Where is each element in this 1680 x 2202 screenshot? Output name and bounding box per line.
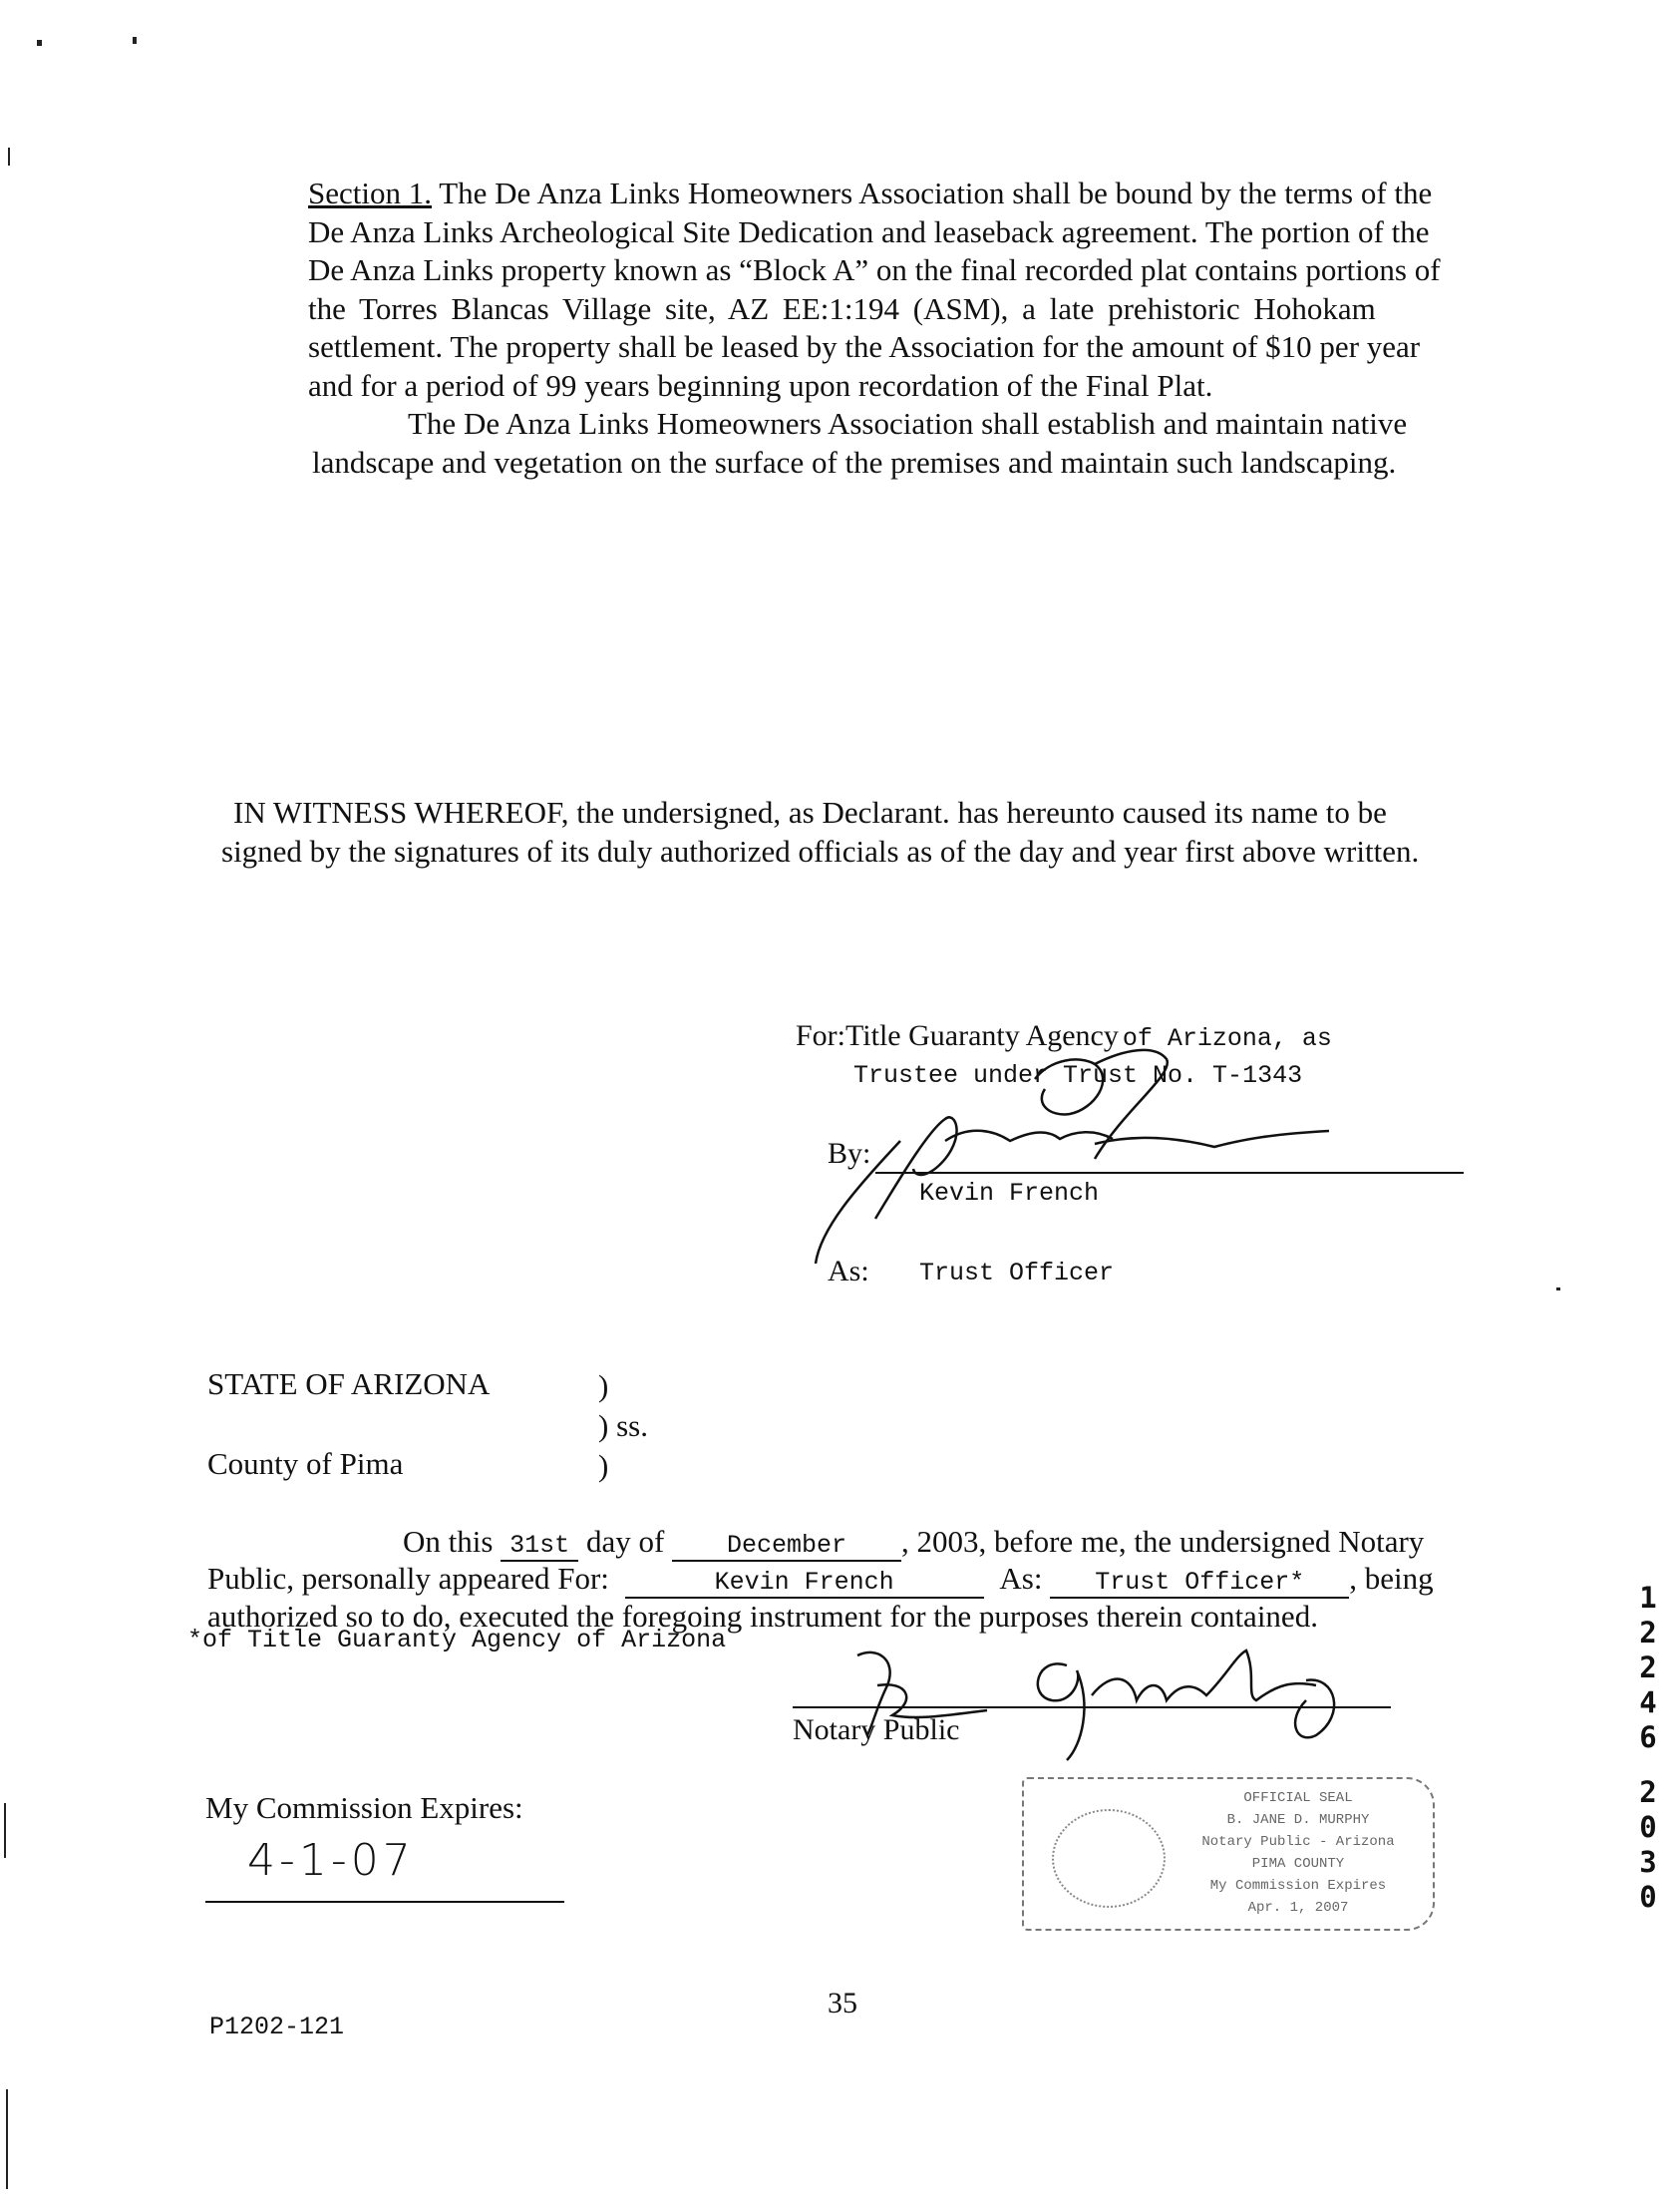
seal-line-5: My Commission Expires bbox=[1209, 1878, 1387, 1894]
seal-line-2: B. JANE D. MURPHY bbox=[1226, 1812, 1370, 1828]
section-1-paragraph bbox=[308, 175, 1495, 482]
venue-ss: ) ss. bbox=[598, 1408, 648, 1443]
witness-paragraph bbox=[221, 793, 1419, 871]
venue-paren-1: ) bbox=[598, 1368, 609, 1403]
seal-line-3: Notary Public - Arizona bbox=[1201, 1834, 1395, 1850]
stamp-digit: 1 bbox=[1639, 1581, 1657, 1615]
section-1-line-5: settlement. The property shall be leased by the Association for the amount of $10 per year bbox=[308, 329, 1421, 364]
notary-seal bbox=[1022, 1777, 1435, 1931]
section-1-para2-line-1: The De Anza Links Homeowners Association shall establish and maintain native bbox=[408, 406, 1408, 441]
section-1-para2-line-2: landscape and vegetation on the surface of the premises and maintain such landscaping. bbox=[312, 444, 1397, 480]
ack-month: December bbox=[672, 1531, 901, 1562]
seal-line-1: OFFICIAL SEAL bbox=[1243, 1790, 1353, 1806]
for-label: For:Title Guaranty Agency bbox=[796, 1019, 1119, 1052]
commission-date: 4-1-07 bbox=[247, 1835, 415, 1886]
section-1-line-1: Section 1. The De Anza Links Homeowners Association shall be bound by the terms of the bbox=[308, 176, 1433, 210]
signature-scribble bbox=[796, 1019, 1513, 1298]
witness-line-2: signed by the signatures of its duly authorized officials as of the day and year first above written. bbox=[221, 834, 1420, 869]
scan-speck bbox=[1556, 1287, 1560, 1290]
ack-line-2: Public, personally appeared For: Kevin French As: Trust Officer* , being bbox=[207, 1561, 1434, 1597]
signer-name: Kevin French bbox=[919, 1179, 1100, 1208]
section-1-line-4: the Torres Blancas Village site, AZ EE:1:194 (ASM), a late prehistoric Hohokam bbox=[308, 290, 1376, 326]
seal-text bbox=[1174, 1787, 1423, 1919]
as-value: Trust Officer bbox=[919, 1259, 1115, 1287]
scan-speck bbox=[4, 1803, 6, 1858]
ack-footnote: *of Title Guaranty Agency of Arizona bbox=[187, 1626, 727, 1654]
notary-signature-line bbox=[793, 1706, 1391, 1708]
commission-underline bbox=[205, 1901, 564, 1903]
seal-line-6: Apr. 1, 2007 bbox=[1247, 1900, 1349, 1916]
scan-speck bbox=[6, 2089, 8, 2189]
doc-id: P1202-121 bbox=[209, 2013, 345, 2041]
witness-line-1: IN WITNESS WHEREOF, the undersigned, as Declarant. has hereunto caused its name to be bbox=[233, 795, 1387, 830]
venue-county: County of Pima bbox=[207, 1446, 404, 1481]
for-typed: of Arizona, as bbox=[1122, 1024, 1332, 1053]
stamp-digit: 6 bbox=[1639, 1720, 1657, 1754]
ack-line-3: authorized so to do, executed the foregoing instrument for the purposes therein contained. bbox=[207, 1599, 1318, 1634]
stamp-digit: 0 bbox=[1639, 1880, 1657, 1914]
venue-paren-3: ) bbox=[598, 1448, 609, 1483]
scan-speck bbox=[37, 40, 42, 46]
venue-state: STATE OF ARIZONA bbox=[207, 1366, 491, 1401]
scan-speck bbox=[133, 37, 137, 44]
seal-emblem bbox=[1052, 1809, 1166, 1908]
as-label: As: bbox=[828, 1255, 869, 1287]
by-label: By: bbox=[828, 1137, 871, 1170]
seal-line-4: PIMA COUNTY bbox=[1251, 1856, 1345, 1872]
stamp-digit: 2 bbox=[1639, 1651, 1657, 1684]
stamp-digit: 2 bbox=[1639, 1616, 1657, 1650]
page-number: 35 bbox=[828, 1987, 857, 2019]
ack-name: Kevin French bbox=[625, 1568, 984, 1599]
recording-stamp bbox=[1633, 1581, 1663, 1915]
notary-label: Notary Public bbox=[793, 1713, 960, 1746]
stamp-digit: 3 bbox=[1639, 1845, 1657, 1879]
scan-speck bbox=[8, 148, 10, 166]
commission-label: My Commission Expires: bbox=[205, 1790, 523, 1825]
trustee-line: Trustee under Trust No. T-1343 bbox=[853, 1061, 1303, 1090]
ack-line-1: On this 31st day of December , 2003, before me, the undersigned Notary bbox=[403, 1524, 1425, 1560]
stamp-digit: 0 bbox=[1639, 1810, 1657, 1844]
signature-block bbox=[796, 1019, 1513, 1298]
section-1-line-3: De Anza Links property known as “Block A” on the final recorded plat contains portions of bbox=[308, 252, 1441, 287]
stamp-digit: 2 bbox=[1639, 1775, 1657, 1809]
stamp-digit: 4 bbox=[1639, 1685, 1657, 1719]
ack-day: 31st bbox=[501, 1531, 578, 1562]
ack-title: Trust Officer* bbox=[1050, 1568, 1349, 1599]
section-1-line-2: De Anza Links Archeological Site Dedication and leaseback agreement. The portion of the bbox=[308, 213, 1430, 249]
section-heading: Section 1. bbox=[308, 176, 432, 210]
section-1-line-6: and for a period of 99 years beginning upon recordation of the Final Plat. bbox=[308, 367, 1213, 403]
